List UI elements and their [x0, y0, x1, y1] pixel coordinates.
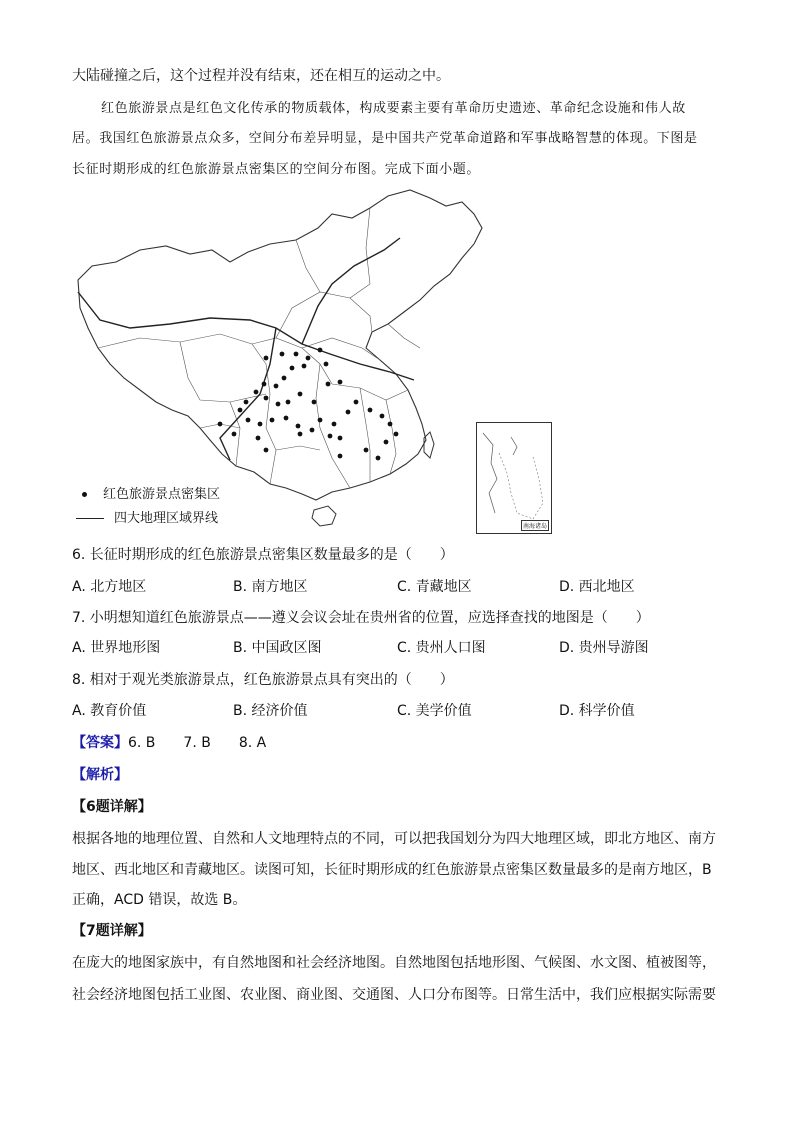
q7-option-d: D. 贵州导游图 — [559, 640, 649, 656]
scenic-point-marker — [294, 352, 299, 357]
scenic-point-marker — [318, 418, 323, 423]
scenic-point-marker — [264, 448, 269, 453]
q7-option-a: A. 世界地形图 — [72, 640, 161, 656]
scenic-point-marker — [394, 432, 399, 437]
scenic-point-marker — [302, 364, 307, 369]
inset-map-graphic — [477, 423, 551, 533]
scenic-point-marker — [286, 400, 291, 405]
scenic-point-marker — [274, 384, 279, 389]
answer-text: 6. B 7. B 8. A — [128, 735, 267, 751]
question-8-stem: 8. 相对于观光类旅游景点，红色旅游景点具有突出的（ ） — [72, 672, 454, 688]
line-legend-icon — [76, 518, 104, 519]
legend-dot-row — [82, 486, 220, 504]
scenic-point-marker — [332, 422, 337, 427]
taiwan-island — [424, 432, 434, 458]
scenic-point-marker — [324, 362, 329, 367]
intro-line: 大陆碰撞之后，这个过程并没有结束，还在相互的运动之中。 — [72, 68, 450, 84]
scenic-point-marker — [282, 376, 287, 381]
scenic-point-marker — [254, 390, 259, 395]
scenic-point-marker — [312, 400, 317, 405]
south-china-sea-inset — [476, 422, 552, 534]
scenic-point-marker — [364, 448, 369, 453]
q8-option-a: A. 教育价值 — [72, 703, 147, 719]
scenic-point-marker — [264, 356, 269, 361]
scenic-point-marker — [306, 356, 311, 361]
q6-option-a: A. 北方地区 — [72, 579, 147, 595]
scenic-point-marker — [376, 456, 381, 461]
legend-line-row — [76, 510, 218, 528]
scenic-point-marker — [346, 410, 351, 415]
q7-option-b: B. 中国政区图 — [233, 640, 322, 656]
passage-line-1: 红色旅游景点是红色文化传承的物质载体，构成要素主要有革命历史遗迹、革命纪念设施和伟人故 — [101, 101, 686, 116]
dot-legend-icon — [82, 492, 87, 497]
analysis-tag: 【解析】 — [72, 767, 128, 783]
scenic-point-marker — [368, 408, 373, 413]
scenic-point-marker — [262, 382, 267, 387]
hainan-island — [312, 506, 336, 526]
question-7-stem: 7. 小明想知道红色旅游景点——遵义会议会址在贵州省的位置，应选择查找的地图是（ ） — [72, 610, 650, 626]
detail-6-line-1: 根据各地的地理位置、自然和人文地理特点的不同，可以把我国划分为四大地理区域，即北方地区、南方 — [72, 831, 716, 847]
scenic-point-marker — [290, 366, 295, 371]
q6-option-b: B. 南方地区 — [233, 579, 308, 595]
detail-6-line-3: 正确，ACD 错误，故选 B。 — [72, 892, 247, 908]
scenic-point-marker — [284, 416, 289, 421]
detail-7-line-1: 在庞大的地图家族中，有自然地图和社会经济地图。自然地图包括地形图、气候图、水文图、植被图等， — [72, 955, 716, 971]
scenic-point-marker — [256, 436, 261, 441]
scenic-point-marker — [258, 422, 263, 427]
passage-line-2: 居。我国红色旅游景点众多，空间分布差异明显，是中国共产党革命道路和军事战略智慧的体现。下图是 — [72, 131, 698, 146]
q6-option-d: D. 西北地区 — [559, 579, 635, 595]
scenic-point-marker — [244, 400, 249, 405]
scenic-point-marker — [354, 400, 359, 405]
answer-row — [72, 733, 266, 753]
q8-option-b: B. 经济价值 — [233, 703, 308, 719]
legend-line-label: 四大地理区域界线 — [114, 511, 219, 526]
detail-7-tag: 【7题详解】 — [72, 923, 152, 939]
scenic-point-markers — [218, 348, 399, 461]
q8-option-d: D. 科学价值 — [559, 703, 635, 719]
q6-option-c: C. 青藏地区 — [397, 579, 472, 595]
question-6-stem: 6. 长征时期形成的红色旅游景点密集区数量最多的是（ ） — [72, 547, 454, 563]
china-outline — [78, 190, 482, 500]
scenic-point-marker — [264, 396, 269, 401]
scenic-point-marker — [218, 422, 223, 427]
scenic-point-marker — [388, 422, 393, 427]
answer-tag: 【答案】 — [72, 735, 128, 751]
scenic-point-marker — [238, 408, 243, 413]
scenic-point-marker — [280, 352, 285, 357]
scenic-point-marker — [310, 428, 315, 433]
scenic-point-marker — [338, 436, 343, 441]
legend-dot-label: 红色旅游景点密集区 — [103, 487, 221, 502]
scenic-point-marker — [232, 432, 237, 437]
inset-label: 南海诸岛 — [521, 520, 549, 531]
scenic-point-marker — [298, 392, 303, 397]
scenic-point-marker — [298, 432, 303, 437]
scenic-point-marker — [384, 440, 389, 445]
detail-6-line-2: 地区、西北地区和青藏地区。读图可知，长征时期形成的红色旅游景点密集区数量最多的是南方地区，B — [72, 862, 712, 878]
scenic-point-marker — [270, 418, 275, 423]
scenic-point-marker — [276, 402, 281, 407]
scenic-point-marker — [338, 380, 343, 385]
scenic-point-marker — [296, 424, 301, 429]
passage-line-3: 长征时期形成的红色旅游景点密集区的空间分布图。完成下面小题。 — [72, 162, 481, 177]
scenic-point-marker — [380, 414, 385, 419]
scenic-point-marker — [338, 454, 343, 459]
q8-option-c: C. 美学价值 — [397, 703, 472, 719]
scenic-point-marker — [318, 348, 323, 353]
detail-6-tag: 【6题详解】 — [72, 799, 152, 815]
scenic-point-marker — [326, 382, 331, 387]
detail-7-line-2: 社会经济地图包括工业图、农业图、商业图、交通图、人口分布图等。日常生活中，我们应根据实际需要 — [72, 987, 716, 1003]
scenic-point-marker — [328, 434, 333, 439]
q7-option-c: C. 贵州人口图 — [397, 640, 486, 656]
scenic-point-marker — [246, 418, 251, 423]
